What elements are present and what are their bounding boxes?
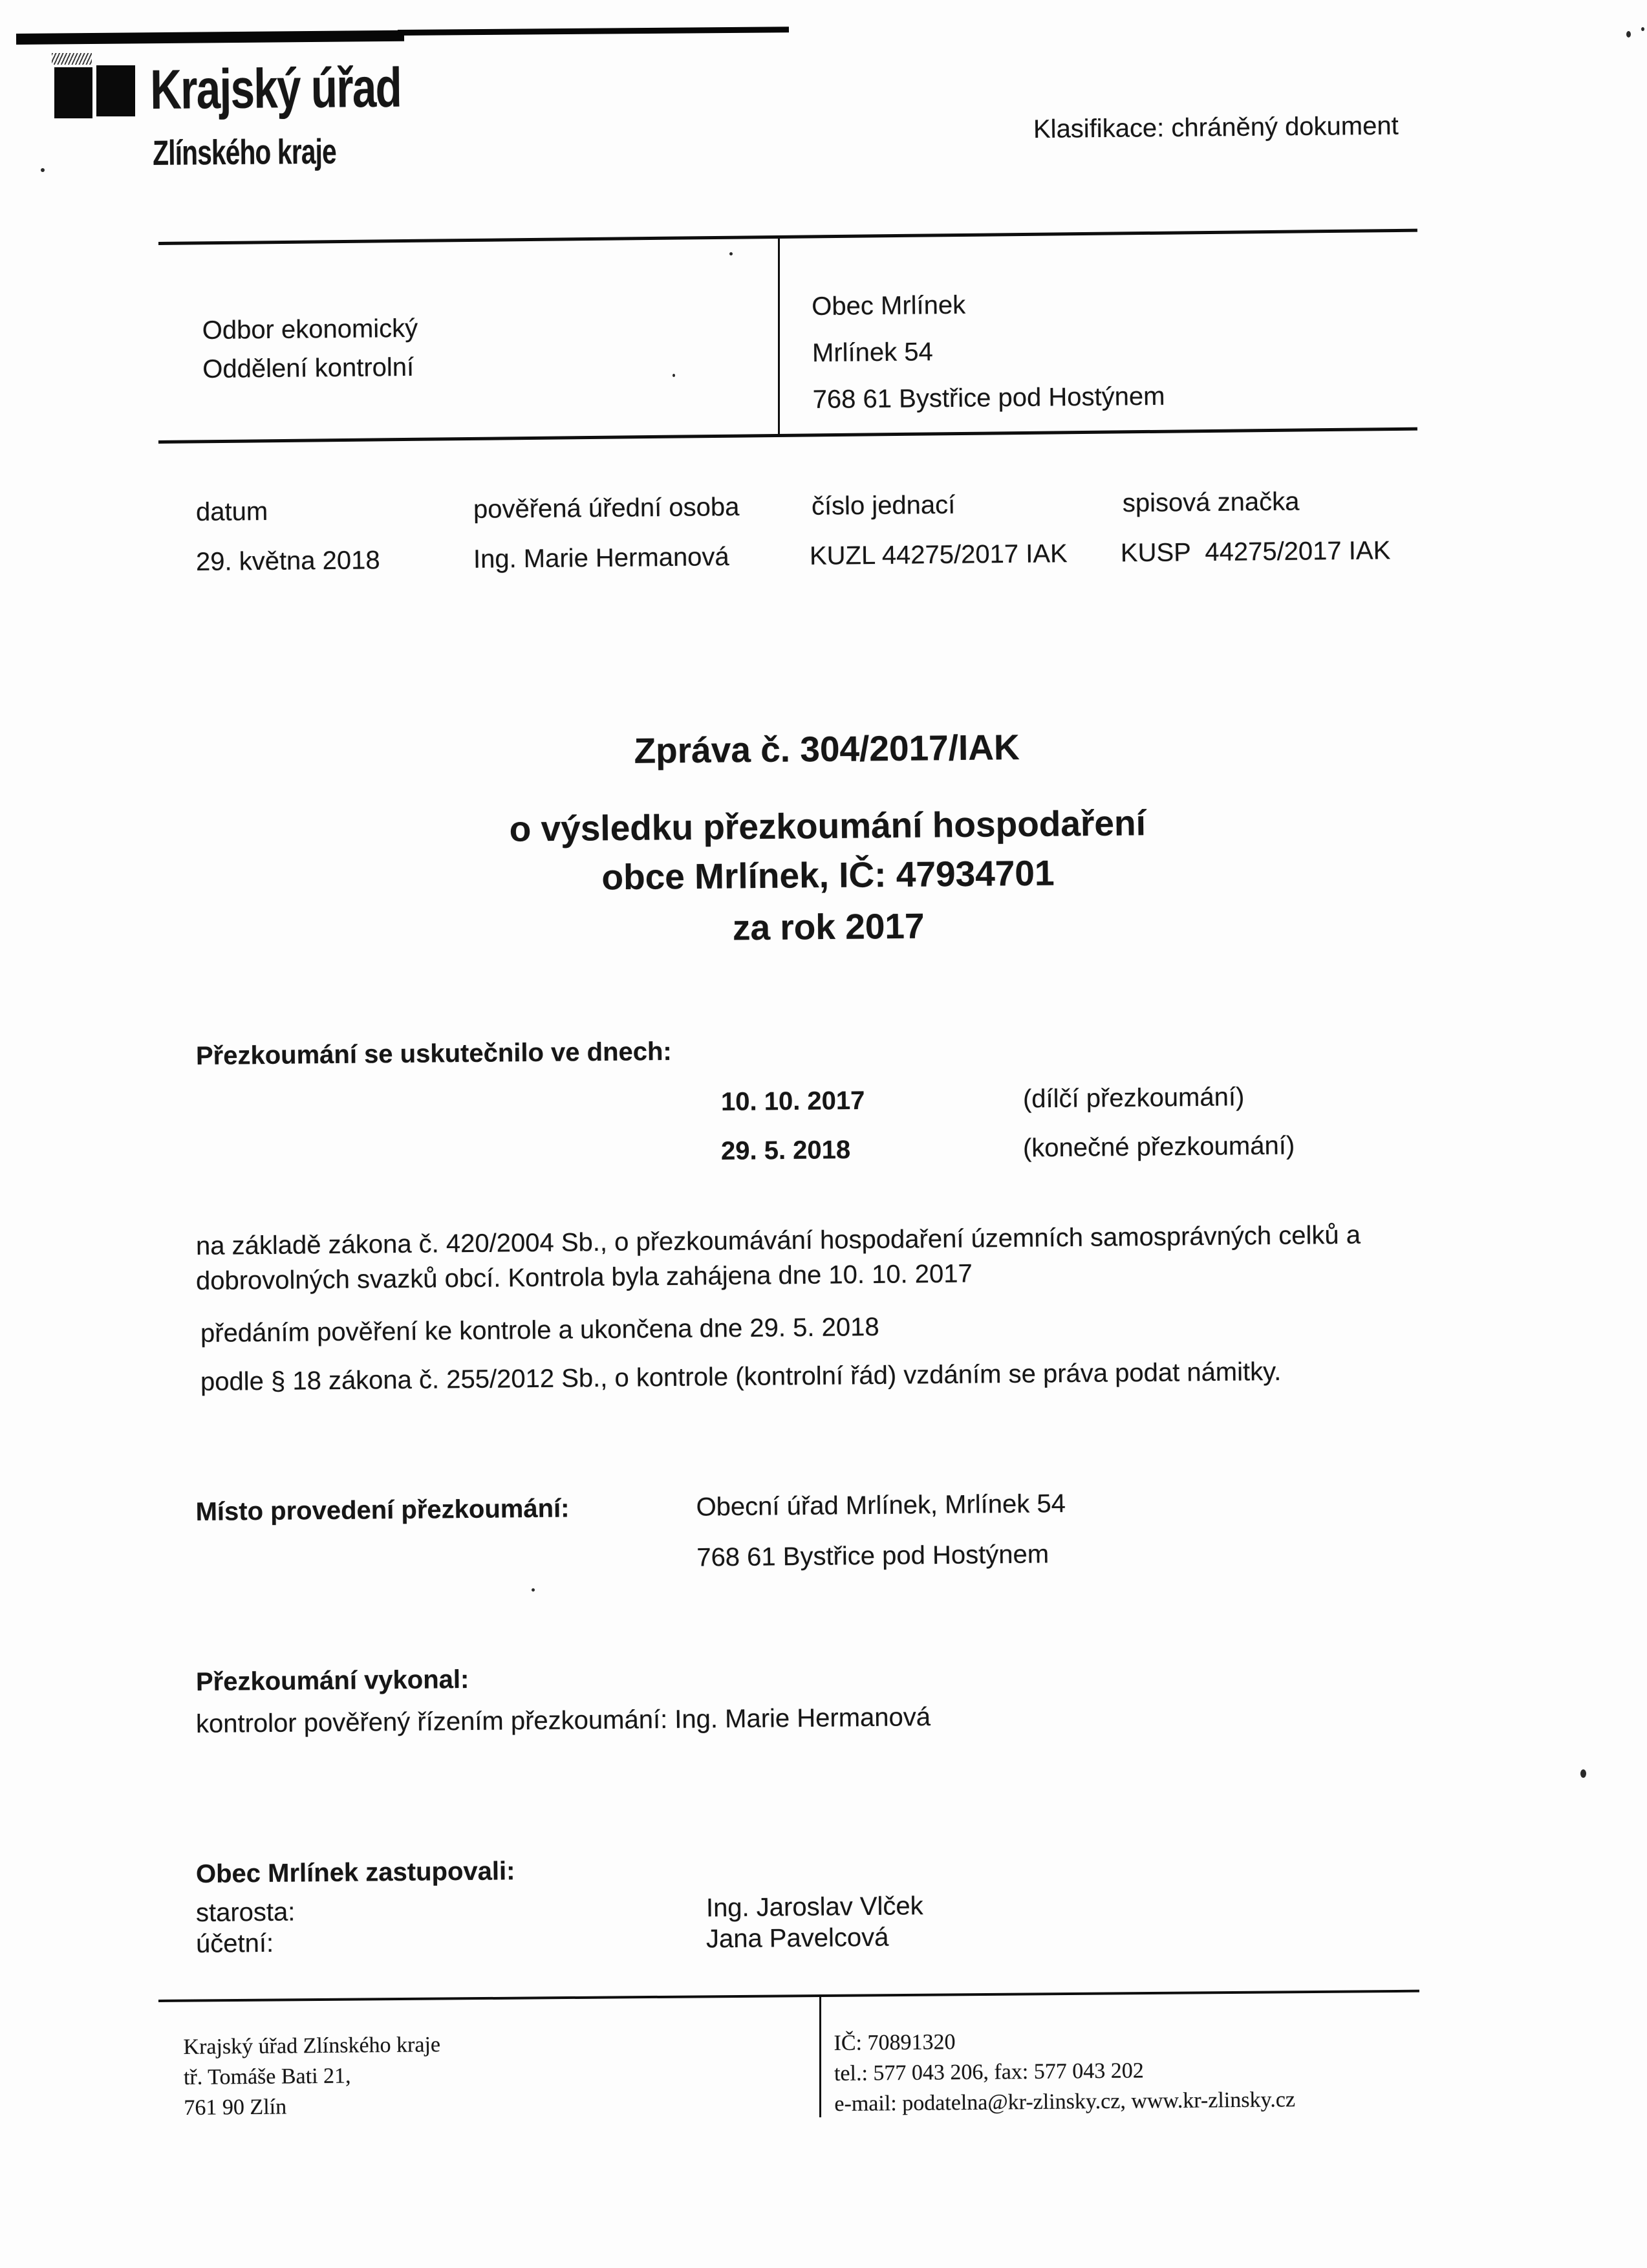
title-block [277,724,1378,960]
classification-label: Klasifikace: chráněný dokument [1033,111,1399,144]
meta-value-cislo: KUZL 44275/2017 IAK [809,539,1068,570]
meta-label-osoba: pověřená úřední osoba [473,492,740,524]
address-table-divider [778,235,780,435]
review-date-note: (dílčí přezkoumání) [1022,1083,1245,1114]
meta-value-spisova: KUSP 44275/2017 IAK [1120,536,1391,568]
legal-paragraph-line: na základě zákona č. 420/2004 Sb., o přezkoumávání hospodaření územních samosprávných celků a [195,1220,1361,1260]
logo-hatch-stripe [52,53,92,65]
representative-name: Ing. Jaroslav Vlček [705,1892,923,1923]
meta-labels-row [196,485,1425,529]
sender-block [202,313,418,385]
meta-value-osoba: Ing. Marie Hermanová [473,543,729,574]
recipient-line: Mrlínek 54 [812,338,933,367]
review-location-label: Místo provedení přezkoumání: [195,1494,570,1527]
review-date-row [721,1129,1432,1168]
address-table-top-border [158,229,1417,245]
scan-speck [729,252,733,255]
representative-role: účetní: [195,1928,274,1958]
legal-paragraph-line: dobrovolných svazků obcí. Kontrola byla zahájena dne 10. 10. 2017 [195,1259,973,1295]
legal-paragraph-line: předáním pověření ke kontrole a ukončena dne 29. 5. 2018 [200,1312,879,1348]
performed-by-value: kontrolor pověřený řízením přezkoumání: Ing. Marie Hermanová [195,1703,931,1738]
review-location-value: 768 61 Bystřice pod Hostýnem [696,1540,1050,1572]
meta-values-row [196,535,1425,579]
footer-tel-fax: tel.: 577 043 206, fax: 577 043 202 [834,2058,1144,2086]
sender-line: Odbor ekonomický [202,314,418,345]
recipient-line: Obec Mrlínek [812,290,966,321]
recipient-line: 768 61 Bystřice pod Hostýnem [812,382,1165,414]
scan-streak-right [398,27,789,36]
performed-by-label: Přezkoumání vykonal: [195,1665,469,1696]
review-date-row [721,1079,1432,1119]
scan-streak-left [16,30,404,45]
review-dates-heading: Přezkoumání se uskutečnilo ve dnech: [195,1037,672,1070]
footer-address-block [183,2029,441,2123]
logo-square-icon [96,65,135,116]
footer-email-web: e-mail: podatelna@kr-zlinsky.cz, www.kr-zlinsky.cz [834,2088,1296,2116]
meta-value-datum: 29. května 2018 [195,546,380,576]
logo-region-name: Zlínského kraje [152,132,337,173]
footer-divider [819,1994,821,2117]
logo-square-icon [54,67,92,118]
title-municipality-line: obce Mrlínek, IČ: 47934701 [601,852,1055,898]
recipient-block [812,288,1165,415]
representatives-label: Obec Mrlínek zastupovali: [195,1857,515,1888]
footer-office-name: Krajský úřad Zlínského kraje [183,2033,441,2060]
title-year-line: za rok 2017 [732,905,925,948]
representative-role: starosta: [195,1897,296,1927]
scan-speck [1626,31,1631,38]
meta-label-spisova: spisová značka [1122,487,1300,518]
title-subject-line: o výsledku přezkoumání hospodaření [509,803,1146,849]
footer-street: tř. Tomáše Bati 21, [183,2064,351,2090]
scan-speck [1641,27,1644,31]
footer-contact-block [834,2024,1295,2119]
legal-paragraph-line: podle § 18 zákona č. 255/2012 Sb., o kontrole (kontrolní řád) vzdáním se práva podat námitky. [200,1357,1282,1396]
address-table-bottom-border [158,427,1417,444]
representative-name: Jana Pavelcová [705,1923,889,1954]
review-date: 10. 10. 2017 [720,1086,865,1116]
scan-speck [532,1588,535,1592]
review-location-row [195,1485,1425,1581]
logo-office-name: Krajský úřad [149,56,402,121]
review-date-note: (konečné přezkoumání) [1022,1131,1295,1163]
scan-speck [673,374,675,377]
footer-ic: IČ: 70891320 [834,2030,956,2056]
sender-line: Oddělení kontrolní [202,352,414,383]
report-number-title: Zpráva č. 304/2017/IAK [634,727,1020,771]
meta-label-cislo: číslo jednací [811,490,956,521]
meta-label-datum: datum [195,497,268,526]
footer-top-border [158,1990,1419,2002]
review-date: 29. 5. 2018 [720,1136,851,1165]
review-location-value: Obecní úřad Mrlínek, Mrlínek 54 [696,1489,1066,1522]
scan-speck [41,168,45,172]
footer-city: 761 90 Zlín [184,2095,287,2120]
scan-speck [1580,1769,1586,1778]
